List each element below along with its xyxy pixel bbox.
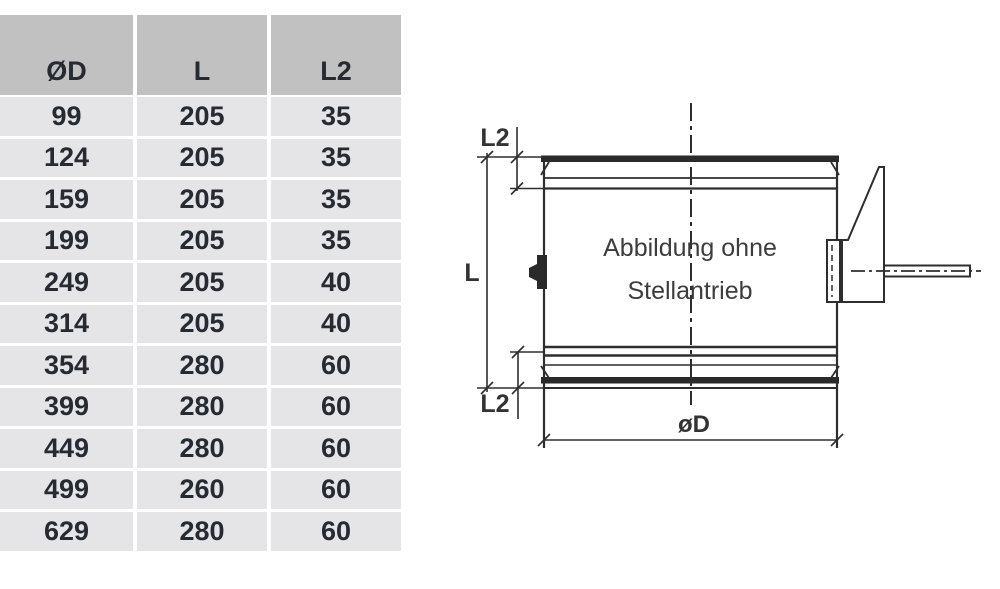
label-l2-top: L2: [480, 124, 510, 152]
table-cell: 205: [137, 263, 267, 302]
table-cell: 205: [137, 180, 267, 219]
table-cell: 199: [0, 222, 133, 261]
table-cell: 260: [137, 471, 267, 510]
table-cell: 280: [137, 429, 267, 468]
table-cell: 60: [271, 512, 401, 551]
column-header-l: L: [137, 15, 267, 95]
column-header-l2: L2: [271, 15, 401, 95]
table-cell: 40: [271, 305, 401, 344]
note-no-actuator-line1: Abbildung ohne: [603, 234, 777, 262]
label-l: L: [464, 259, 480, 287]
table-cell: 629: [0, 512, 133, 551]
table-cell: 249: [0, 263, 133, 302]
table-cell: 124: [0, 139, 133, 178]
table-cell: 354: [0, 346, 133, 385]
table-cell: 205: [137, 139, 267, 178]
table-cell: 35: [271, 180, 401, 219]
table-cell: 205: [137, 305, 267, 344]
label-diameter: øD: [678, 411, 710, 438]
table-cell: 99: [0, 97, 133, 136]
column-header-diameter: ØD: [0, 15, 133, 95]
table-cell: 60: [271, 429, 401, 468]
note-no-actuator-line2: Stellantrieb: [627, 277, 753, 305]
table-cell: 280: [137, 388, 267, 427]
table-cell: 60: [271, 471, 401, 510]
table-cell: 159: [0, 180, 133, 219]
table-cell: 280: [137, 512, 267, 551]
table-cell: 35: [271, 97, 401, 136]
table-cell: 60: [271, 388, 401, 427]
table-cell: 35: [271, 139, 401, 178]
table-cell: 499: [0, 471, 133, 510]
label-l2-bottom: L2: [480, 390, 510, 418]
table-cell: 40: [271, 263, 401, 302]
table-cell: 60: [271, 346, 401, 385]
table-cell: 280: [137, 346, 267, 385]
table-cell: 449: [0, 429, 133, 468]
table-cell: 205: [137, 97, 267, 136]
table-cell: 314: [0, 305, 133, 344]
table-cell: 205: [137, 222, 267, 261]
axle-stub: [529, 255, 547, 289]
actuator-bracket: [827, 167, 884, 302]
dimension-l2-bottom: [510, 346, 544, 419]
table-cell: 399: [0, 388, 133, 427]
table-cell: 35: [271, 222, 401, 261]
